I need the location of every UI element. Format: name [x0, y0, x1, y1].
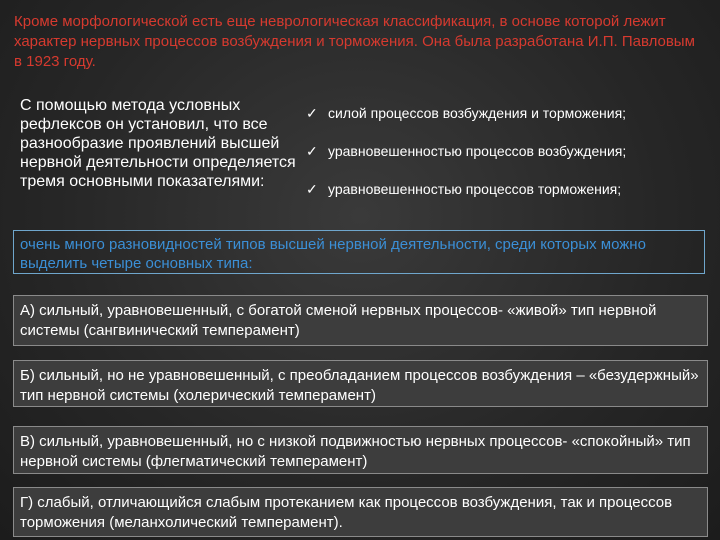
type-box-sanguine: А) сильный, уравновешенный, с богатой сменой нервных процессов- «живой» тип нервной системы (сангвинический темперамент) — [13, 295, 708, 346]
type-box-phlegmatic: В) сильный, уравновешенный, но с низкой подвижностью нервных процессов- «спокойный» тип нервной системы (флегматический темперамент) — [13, 426, 708, 474]
checkmark-icon: ✓ — [306, 105, 318, 121]
method-paragraph: С помощью метода условных рефлексов он установил, что все разнообразие проявлений высшей нервной деятельности определяется тремя основными показателями: — [20, 97, 296, 190]
intro-paragraph: Кроме морфологической есть еще неврологическая классификация, в основе которой лежит характер нервных процессов возбуждения и торможения. Она была разработана И.П. Павловым в 1923 году. — [14, 13, 695, 70]
criteria-item-text: уравновешенностью процессов возбуждения; — [328, 143, 627, 159]
type-box-choleric: Б) сильный, но не уравновешенный, с преобладанием процессов возбуждения – «безудержный» тип нервной системы (холерический темперамент) — [13, 360, 708, 407]
types-intro-box: очень много разновидностей типов высшей нервной деятельности, среди которых можно выделить четыре основных типа: — [13, 230, 705, 274]
criteria-list — [306, 104, 716, 218]
checkmark-icon: ✓ — [306, 143, 318, 159]
type-box-melancholic: Г) слабый, отличающийся слабым протеканием как процессов возбуждения, так и процессов торможения (меланхолический темперамент). — [13, 487, 708, 537]
criteria-item-text: силой процессов возбуждения и торможения; — [328, 105, 627, 121]
criteria-item — [306, 104, 716, 142]
criteria-item — [306, 180, 716, 218]
criteria-item — [306, 142, 716, 180]
checkmark-icon: ✓ — [306, 181, 318, 197]
criteria-item-text: уравновешенностью процессов торможения; — [328, 181, 622, 197]
